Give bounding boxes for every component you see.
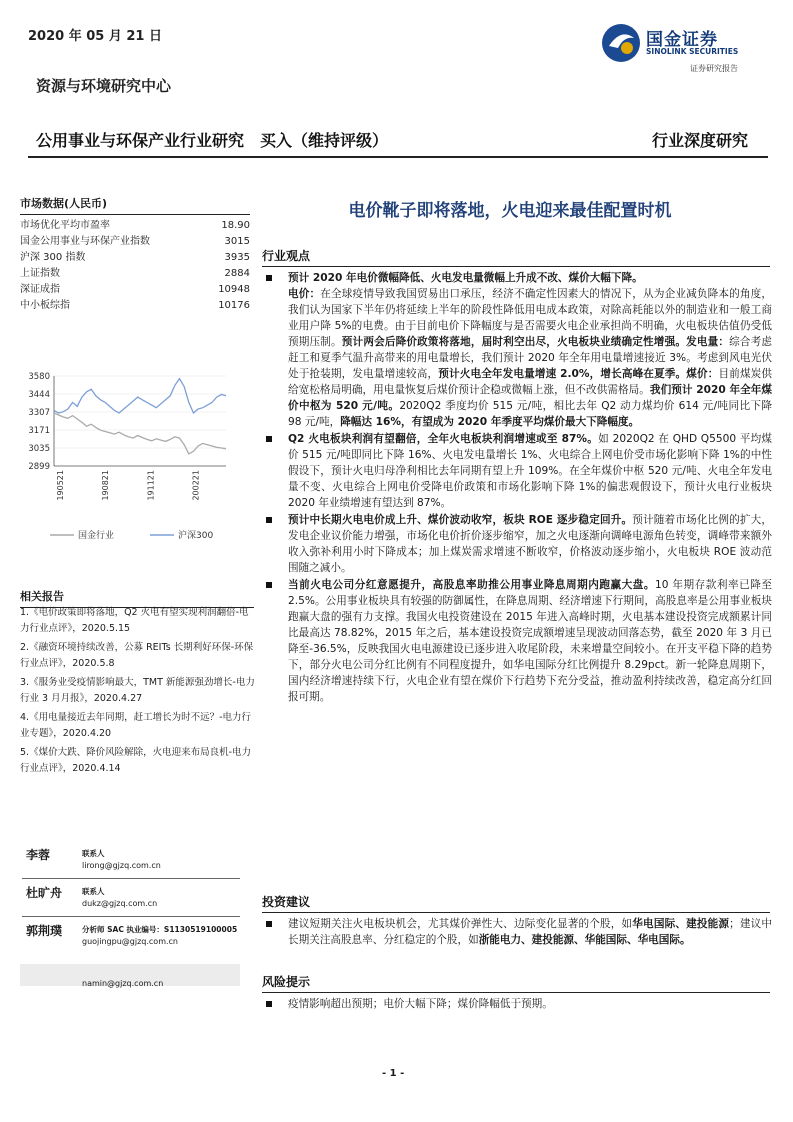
chart-y-tick-label: 3035: [28, 444, 50, 454]
logo-emblem-icon: [600, 22, 642, 64]
analyst-role: 联系人: [82, 849, 105, 858]
market-data-row: [20, 234, 250, 250]
company-logo: [600, 22, 770, 68]
bullet-square-icon: [266, 436, 272, 442]
analyst-email[interactable]: lirong@gjzq.com.cn: [82, 861, 161, 870]
chart-series-line: [54, 379, 226, 413]
industry-rating-title: 公用事业与环保产业行业研究 买入（维持评级）: [36, 131, 389, 150]
bullet-square-icon: [266, 275, 272, 281]
report-type: 行业深度研究: [651, 131, 748, 150]
inline-label: 电价：: [288, 288, 321, 300]
market-data-label: 沪深 300 指数: [20, 252, 86, 263]
related-report-item[interactable]: 3.《服务业受疫情影响最大，TMT 新能源强劲增长-电力行业 3 月月报》，2020.4.27: [20, 677, 255, 704]
analyst-email[interactable]: guojingpu@gjzq.com.cn: [82, 937, 179, 946]
chart-legend-label: 沪深300: [178, 531, 214, 541]
chart-x-tick-label: 190521: [56, 470, 65, 501]
report-date: 2020 年 05 月 21 日: [28, 29, 162, 44]
bullet-lead: 当前火电公司分红意愿提升，高股息率助推公用事业降息周期内跑赢大盘。: [288, 579, 656, 591]
market-data-label: 中小板综指: [20, 300, 70, 311]
bullet-text: 综合考虑赶工和夏季气温升高带来的用电量增长，我们预计 2020 年全年用电量增速接近 3%。考虑到风电光伏处于抢装期，发电量增速较高，: [288, 336, 773, 380]
analyst-name: 郭荆璞: [26, 924, 63, 938]
bullet-emphasis: 降幅达 16%，有望成为 2020 年季度平均煤价最大下降幅度。: [340, 416, 640, 428]
viewpoint-bullet-q2-profit: [262, 431, 772, 511]
market-data-rows: [20, 218, 250, 314]
chart-y-tick-label: 3307: [28, 408, 50, 418]
analyst-email[interactable]: dukz@gjzq.com.cn: [82, 899, 158, 908]
market-data-label: 市场优化平均市盈率: [20, 220, 110, 231]
bullet-square-icon: [266, 1001, 272, 1007]
chart-y-tick-label: 2899: [28, 462, 50, 472]
analyst-role: 联系人: [82, 887, 105, 896]
analyst-name: 杜旷舟: [26, 886, 63, 900]
index-line-chart: [20, 368, 250, 553]
bullet-emphasis: 华电国际、建投能源: [632, 918, 730, 930]
inline-label: 发电量：: [686, 336, 730, 348]
research-center-name: 资源与环境研究中心: [36, 77, 172, 95]
chart-x-tick-label: 200221: [191, 470, 201, 501]
bullet-emphasis: 预计火电全年发电量增速 2.0%，增长高峰在夏季。: [438, 368, 687, 380]
market-data-heading: 市场数据(人民币): [20, 195, 250, 215]
viewpoint-bullet-roe: [262, 512, 772, 576]
chart-y-tick-label: 3171: [28, 426, 50, 436]
related-reports-heading: 相关报告: [20, 588, 254, 608]
analyst-name: 李蓉: [26, 848, 51, 862]
related-report-item[interactable]: 2.《融资环境持续改善，公募 REITs 长期利好环保-环保行业点评》，2020.5.8: [20, 642, 254, 669]
logo-english-name: SINOLINK SECURITIES: [646, 47, 739, 56]
related-report-item[interactable]: 4.《用电量接近去年同期，赶工增长为时不远？-电力行业专题》，2020.4.20: [20, 712, 251, 739]
page-number: - 1 -: [382, 1068, 405, 1079]
inline-label: 煤价：: [686, 368, 719, 380]
analyst-role: 分析师 SAC 执业编号：S1130519100005: [82, 925, 238, 934]
market-data-row: [20, 266, 250, 282]
investment-section: [262, 916, 772, 949]
related-reports-list: [20, 605, 256, 780]
market-data-row: [20, 250, 250, 266]
chart-x-tick-label: 191121: [146, 470, 156, 501]
viewpoint-bullet-price: [262, 270, 772, 430]
logo-subtitle: 证券研究报告: [690, 64, 738, 73]
bullet-text: ；建议中长期关注高股息率、分红稳定的个股，如: [288, 918, 773, 946]
market-data-value: 3015: [224, 236, 250, 247]
analyst-divider: [22, 916, 240, 917]
chart-y-tick-label: 3444: [28, 390, 50, 400]
market-data-label: 上证指数: [20, 268, 60, 279]
bullet-text: 疫情影响超出预期；电价大幅下降；煤价降幅低于预期。: [288, 998, 553, 1010]
risk-bullet: [262, 996, 772, 1012]
bullet-lead: 预计 2020 年电价微幅降低、火电发电量微幅上升成不改、煤价大幅下降。: [288, 272, 643, 284]
report-main-title: 电价靴子即将落地，火电迎来最佳配置时机: [348, 201, 672, 221]
bullet-text: 预计随着市场化比例的扩大，发电企业议价能力增强，市场化电价折价逐步缩窄，加之火电逐渐向调峰电源角色转变，调峰带来额外收入弥补利用小时下降成本；加上煤炭需求增速不断收窄，价格波动逐步缩小，火电板块 ROE 波动范围随之减小。: [288, 514, 772, 574]
title-bar: [28, 120, 768, 158]
related-report-item[interactable]: 1.《电价政策即将落地，Q2 火电有望实现利润翻倍-电力行业点评》，2020.5.15: [20, 607, 249, 634]
bullet-square-icon: [266, 517, 272, 523]
bullet-text: 如 2020Q2 在 QHD Q5500 平均煤价 515 元/吨即同比下降 16%、火电发电量增长 1%、火电综合上网电价受市场化影响下降 1%的中性假设下，预计火电归母净利相比去年同期有望上升 109%。在全年煤价中枢 520 元/吨、火电全年发电量不变、火电综合上网电价受降电价政策和市场化影响下降 1%的偏悲观假设下，预计火电行业板块 2020 年业绩增速有望达到 87%。: [288, 433, 773, 509]
market-data-row: [20, 218, 250, 234]
chart-y-tick-label: 3580: [28, 372, 50, 382]
market-data-value: 3935: [224, 252, 250, 263]
market-data-value: 2884: [224, 268, 250, 279]
bullet-text: 建议短期关注火电板块机会，尤其煤价弹性大、边际变化显著的个股，如: [288, 918, 633, 930]
bullet-emphasis: 我们预计 2020 年全年煤价中枢为 520 元/吨。: [288, 384, 772, 412]
logo-chinese-name: 国金证券: [646, 30, 718, 50]
index-chart: [20, 368, 250, 553]
market-data-value: 18.90: [221, 220, 250, 231]
chart-legend-label: 国金行业: [78, 531, 115, 541]
market-data-panel: [20, 195, 250, 314]
related-report-item[interactable]: 5.《煤价大跌、降价风险解除，火电迎来布局良机-电力行业点评》，2020.4.14: [20, 747, 251, 774]
viewpoint-heading: 行业观点: [262, 247, 770, 267]
market-data-label: 深证成指: [20, 284, 60, 295]
market-data-label: 国金公用事业与环保产业指数: [20, 236, 150, 247]
investment-heading: 投资建议: [262, 893, 770, 913]
bullet-emphasis: 预计两会后降价政策将落地，届时利空出尽，火电板块业绩确定性增强。: [341, 336, 687, 348]
bullet-lead: 预计中长期火电电价成上升、煤价波动收窄，板块 ROE 逐步稳定回升。: [288, 514, 633, 526]
bullet-text: 2020Q2 季度均价 515 元/吨，相比去年 Q2 动力煤均价 614 元/吨同比下降 98 元/吨，: [288, 400, 772, 428]
investment-bullet: [262, 916, 772, 948]
bullet-text: 10 年期存款利率已降至 2.5%。公用事业板块具有较强的防御属性，在降息周期、经济增速下行期间，高股息率是公用事业板块跑赢大盘的强有力支撑。我国火电投资建设在 2015 年进入高峰时期，火电基本建设投资完成额累计同比最高达 78.82%，2015 年之后，基本建设投资完成额增速呈现波动回落态势，截至 2020 年 3 月已降至-36.5%，反映我国火电电源建设已逐步进入收尾阶段，未来增量空间较小。在开支平稳下降的趋势下，部分火电公司分红比例有不同程度提升，如华电国际分红比例提升 8.29pct。新一轮降息周期下，国内经济增速持续下行，火电企业有望在煤价下行趋势下充分受益，推动盈利持续改善，稳定高分红回报可期。: [288, 579, 772, 703]
bullet-text: 目前煤炭供给宽松格局明确，用电量恢复后煤价预计企稳或微幅上涨，但不改供需格局。: [288, 368, 773, 396]
bullet-text: 在全球疫情导致我国贸易出口承压，经济不确定性因素大的情况下，从为企业减负降本的角度，我们认为国家下半年仍将延续上半年的阶段性降低用电成本政策，对除高耗能以外的制造业和一般工商业用户降 5%的电费。由于目前电价下降幅度与是否需要火电企业承担尚不明确，火电板块估值仍受低预期压制。: [288, 288, 772, 348]
viewpoint-bullet-dividend: [262, 577, 772, 705]
partial-analyst-email[interactable]: namin@gjzq.com.cn: [82, 979, 164, 988]
title-divider: [28, 156, 768, 158]
market-data-value: 10948: [218, 284, 250, 295]
viewpoint-section: [262, 270, 772, 706]
risk-heading: 风险提示: [262, 973, 770, 993]
bullet-lead: Q2 火电板块利润有望翻倍，全年火电板块利润增速或至 87%。: [288, 433, 599, 445]
market-data-row: [20, 298, 250, 314]
bullet-square-icon: [266, 582, 272, 588]
market-data-row: [20, 282, 250, 298]
bullet-emphasis: 浙能电力、建投能源、华能国际、华电国际。: [478, 934, 691, 946]
chart-x-tick-label: 190821: [101, 470, 111, 501]
market-data-value: 10176: [218, 300, 250, 311]
risk-section: [262, 996, 772, 1013]
analyst-divider: [22, 878, 240, 879]
bullet-square-icon: [266, 921, 272, 927]
